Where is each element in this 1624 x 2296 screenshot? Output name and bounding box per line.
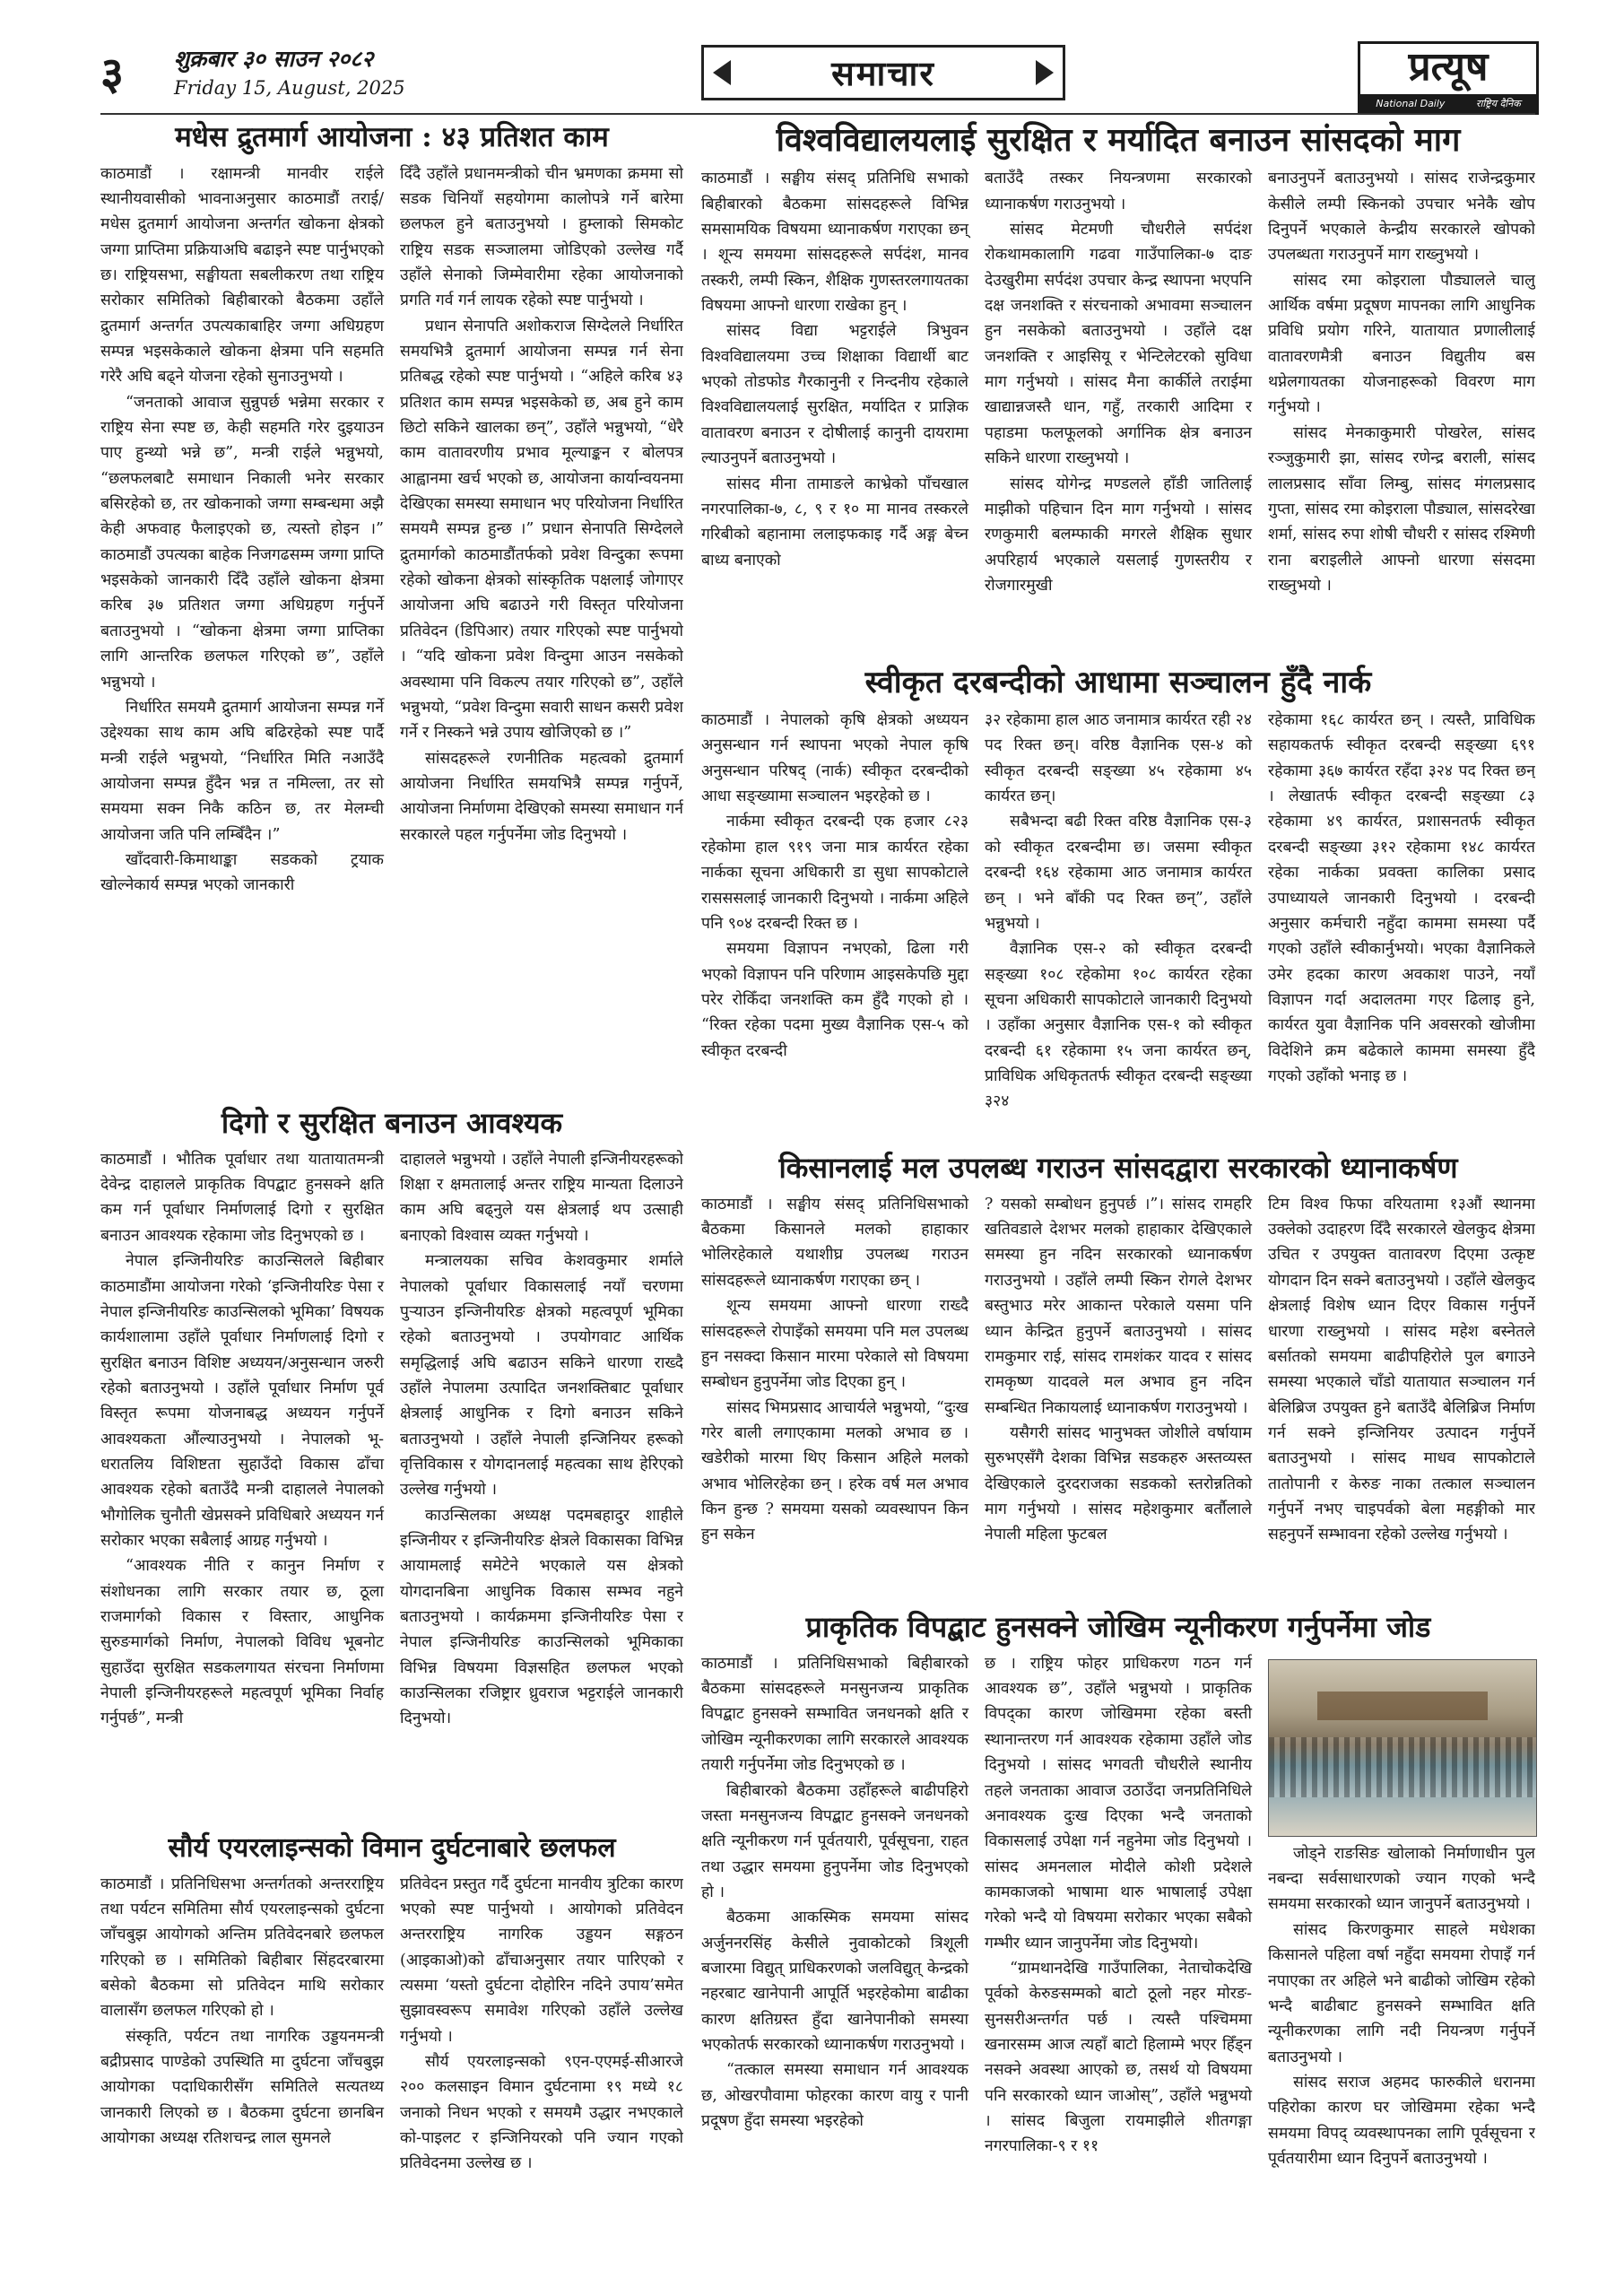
article-column (701, 1192, 968, 1548)
article-column (400, 161, 683, 848)
article-columns (100, 161, 683, 1137)
article-column (985, 166, 1252, 598)
paragraph: नेपाल इन्जिनीयरिङ काउन्सिलले बिहीबार काठमाडौंमा आयोजना गरेको ‘इन्जिनीयरिङ पेसा र नेपाल इन्जिनीयरिङ काउन्सिलको भूमिका’ विषयक कार्यशालामा उहाँले पूर्वाधार निर्माणलाई दिगो र सुरक्षित बनाउन विशिष्ट अध्ययन/अनुसन्धान जरुरी रहेको बताउनुभयो । उहाँले पूर्वाधार निर्माण पूर्व विस्तृत रूपमा योजनाबद्ध अध्ययन गर्नुपर्ने आवश्यकता औंल्याउनुभयो । नेपालको भू-धरातलिय विशिष्टता सुहाउँदो विकास ढाँचा आवश्यक रहेको बताउँदै मन्त्री दाहालले नेपालको भौगोलिक चुनौती खेप्नसक्ने प्रविधिबारे अध्ययन गर्न सरोकार भएका सबैलाई आग्रह गर्नुभयो । (100, 1252, 384, 1550)
headline: स्वीकृत दरबन्दीको आधामा सञ्चालन हुँदै नार्क (864, 665, 1372, 700)
paragraph: दाहालले भन्नुभयो । उहाँले नेपाली इन्जिनीयरहरूको शिक्षा र क्षमतालाई अन्तर राष्ट्रिय मान्यता दिलाउने काम अघि बढ्नुले यस क्षेत्रलाई थप उत्साही बनाएको विश्वास व्यक्त गर्नुभयो । (400, 1150, 683, 1245)
article-column (701, 166, 968, 573)
article-column (985, 708, 1252, 1115)
paragraph: सांसद सराज अहमद फारुकीले धरानमा पहिरोका कारण घर जोखिममा रहेका भन्दै समयमा विपद् व्यवस्थापनका लागि पूर्वसूचना र पूर्वतयारीमा ध्यान दिनुपर्ने बताउनुभयो । (1268, 2073, 1535, 2168)
article-column (100, 1147, 384, 1732)
date-block (174, 43, 405, 99)
article-column (701, 1651, 968, 2135)
paragraph: बनाउनुपर्ने बताउनुभयो । सांसद राजेन्द्रकुमार केसीले लम्पी स्किनको उपचार भनेकै खोप दिनुपर्ने भएकाले केन्द्रीय सरकारले खोपको उपलब्धता गराउनुपर्ने माग राख्नुभयो । (1268, 170, 1535, 265)
article-column (1268, 166, 1535, 598)
paragraph: शून्य समयमा आफ्नो धारणा राख्दै सांसदहरूले रोपाइँको समयमा पनि मल उपलब्ध हुन नसक्दा किसान मारमा परेकाले सो विषयमा सम्बोधन हुनुपर्नेमा जोड दिएका हुन् । (701, 1297, 968, 1392)
paragraph: सांसद मीना तामाङले काभ्रेको पाँचखाल नगरपालिका-७, ८, ९ र १० मा मानव तस्करले गरिबीको बहानामा ललाइफकाइ गर्दै अङ्ग बेच्न बाध्य बनाएको (701, 474, 968, 570)
section-label: समाचार (831, 53, 935, 93)
headline: मधेस द्रुतमार्ग आयोजना : ४३ प्रतिशत काम (175, 121, 609, 153)
paragraph: सांसद मेनकाकुमारी पोखरेल, सांसद रञ्जुकुमारी झा, सांसद रणेन्द्र बराली, सांसद लालप्रसाद साँवा लिम्बु, सांसद मंगलप्रसाद गुप्ता, सांसद रमा कोइराला पौड्याल, सांसदरेखा शर्मा, सांसद रुपा शोषी चौधरी र सांसद रश्मिणी राना बराइलीले आफ्नो धारणा संसदमा राख्नुभयो । (1268, 423, 1535, 595)
paragraph: प्रतिवेदन प्रस्तुत गर्दै दुर्घटना मानवीय त्रुटिका कारण भएको स्पष्ट पार्नुभयो । आयोगको प्रतिवेदन अन्तरराष्ट्रिय नागरिक उड्डयन सङ्गठन (आइकाओ)को ढाँचाअनुसार तयार पारिएको र त्यसमा ‘यस्तो दुर्घटना दोहोरिन नदिने उपाय’समेत सुझावस्वरूप समावेश गरिएको उहाँले उल्लेख गर्नुभयो । (400, 1874, 683, 2046)
date-nepali: शुक्रबार ३० साउन २०८२ (174, 46, 374, 72)
paragraph: नार्कमा स्वीकृत दरबन्दी एक हजार ८२३ रहेकोमा हाल ९१९ जना मात्र कार्यरत रहेका नार्कका सूचना अधिकारी डा सुधा सापकोटाले रासससलाई जानकारी दिनुभयो । नार्कमा अहिले पनि ९०४ दरबन्दी रिक्त छ । (701, 813, 968, 933)
section-label-box (701, 45, 1065, 100)
article-kisan (701, 1152, 1535, 1608)
date-english: Friday 15, August, 2025 (174, 77, 405, 99)
paragraph: वैज्ञानिक एस-२ को स्वीकृत दरबन्दी सङ्ख्या १०८ रहेकोमा १०८ कार्यरत रहेका सूचना अधिकारी सापकोटाले जानकारी दिनुभयो । उहाँका अनुसार वैज्ञानिक एस-१ को स्वीकृत दरबन्दी ६१ रहेकामा १५ जना कार्यरत छन्, प्राविधिक अधिकृततर्फ स्वीकृत दरबन्दी सङ्ख्या ३२४ (985, 940, 1252, 1111)
paragraph: बताउँदै तस्कर नियन्त्रणमा सरकारको ध्यानाकर्षण गराउनुभयो । (985, 170, 1252, 213)
paragraph: संस्कृति, पर्यटन तथा नागरिक उड्डयनमन्त्री बद्रीप्रसाद पाण्डेको उपस्थिति मा दुर्घटना जाँचबुझ आयोगका पदाधिकारीसँग समितिले सत्यतथ्य जानकारी लिएको छ । बैठकमा दुर्घटना छानबिन आयोगका अध्यक्ष रतिशचन्द्र लाल सुमनले (100, 2027, 384, 2147)
paragraph: सांसदहरूले रणनीतिक महत्वको द्रुतमार्ग आयोजना निर्धारित समयभित्रै सम्पन्न गर्नुपर्ने, आयोजना निर्माणमा देखिएको समस्या समाधान गर्न सरकारले पहल गर्नुपर्नेमा जोड दिनुभयो । (400, 749, 683, 844)
paragraph: दिँदै उहाँले प्रधानमन्त्रीको चीन भ्रमणका क्रममा सो सडक चिनियाँ सहयोगमा कालोपत्रे गर्ने बारेमा छलफल हुने बताउनुभयो । हुम्लाको सिमकोट राष्ट्रिय सडक सञ्जालमा जोडिएको उल्लेख गर्दै उहाँले सेनाको जिम्मेवारीमा रहेका आयोजनाको प्रगति गर्व गर्न लायक रहेको स्पष्ट पार्नुभयो । (400, 164, 683, 310)
article-columns (100, 1872, 683, 2275)
paragraph: काठमाडौं । प्रतिनिधिसभा अन्तर्गतको अन्तरराष्ट्रिय तथा पर्यटन समितिमा सौर्य एयरलाइन्सको दुर्घटना जाँचबुझ आयोगको अन्तिम प्रतिवेदनबारे छलफल गरिएको छ । समितिको बिहीबार सिंहदरबारमा बसेको बैठकमा सो प्रतिवेदन माथि सरोकार वालासँग छलफल गरिएको हो । (100, 1874, 384, 2021)
paragraph: मन्त्रालयका सचिव केशवकुमार शर्माले नेपालको पूर्वाधार विकासलाई नयाँ चरणमा पुऱ्याउन इन्जिनीयरिङ क्षेत्रको महत्वपूर्ण भूमिका रहेको बताउनुभयो । उपयोगवाट आर्थिक समृद्धिलाई अघि बढाउन सकिने धारणा राख्दै उहाँले नेपालमा उत्पादित जनशक्तिबाट पूर्वाधार क्षेत्रलाई आधुनिक र दिगो बनाउन सकिने बताउनुभयो । उहाँले नेपाली इन्जिनियर हरूको वृत्तिविकास र योगदानलाई महत्वका साथ हेरिएको उल्लेख गर्नुभयो । (400, 1252, 683, 1500)
paragraph: सांसद मेटमणी चौधरीले सर्पदंश रोकथामकालागि गढवा गाउँपालिका-७ दाङ देउखुरीमा सर्पदंश उपचार केन्द्र स्थापना भएपनि दक्ष जनशक्ति र संरचनाको अभावमा सञ्चालन हुन नसकेको बताउनुभयो । उहाँले दक्ष जनशक्ति र आइसियू र भेन्टिलेटरको सुविधा माग गर्नुभयो । सांसद मैना कार्कीले तराईमा खाद्यान्नजस्तै धान, गहुँ, तरकारी आदिमा र पहाडमा फलफूलको अर्गानिक क्षेत्र बनाउन सकिने धारणा राख्नुभयो । (985, 221, 1252, 468)
article-university (701, 122, 1535, 691)
paragraph: सांसद भिमप्रसाद आचार्यले भन्नुभयो, “दुःख गरेर बाली लगाएकामा मलको अभाव छ । खडेरीको मारमा थिए किसान अहिले मलको अभाव भोलिरहेका छन् । हरेक वर्ष मल अभाव किन हुन्छ ? समयमा यसको व्यवस्थापन किन हुन सकेन (701, 1398, 968, 1544)
paragraph: काठमाडौं । प्रतिनिधिसभाको बिहीबारको बैठकमा सांसदहरूले मनसुनजन्य प्राकृतिक विपद्बाट हुनसक्ने सम्भावित जनधनको क्षति र जोखिम न्यूनीकरणका लागि सरकारले आवश्यक तयारी गर्नुपर्नेमा जोड दिनुभएको छ । (701, 1654, 968, 1775)
article-column (400, 1872, 683, 2177)
paragraph: जोड्ने राङसिङ खोलाको निर्माणाधीन पुल नबन्दा सर्वसाधारणको ज्यान गएको भन्दै समयमा सरकारको ध्यान जानुपर्ने बताउनुभयो । (1268, 1844, 1535, 1914)
article-digo (100, 1107, 683, 1865)
paragraph: “तत्काल समस्या समाधान गर्न आवश्यक छ, ओखरपौवामा फोहरका कारण वायु र पानी प्रदूषण हुँदा समस्या भइरहेको (701, 2061, 968, 2130)
paragraph: प्रधान सेनापति अशोकराज सिग्देलले निर्धारित समयभित्रै द्रुतमार्ग आयोजना सम्पन्न गर्न सेना प्रतिबद्ध रहेको स्पष्ट पार्नुभयो । “अहिले करिब ४३ प्रतिशत काम सम्पन्न भइसकेको छ, अब हुने काम छिटो सकिने खालका छन्”, उहाँले भन्नुभयो, “धेरै काम वातावरणीय प्रभाव मूल्याङ्कन र बोलपत्र आह्वानमा खर्च भएको छ, आयोजना कार्यान्वयनमा देखिएका समस्या समाधान भए परियोजना निर्धारित समयमै सम्पन्न हुन्छ ।” प्रधान सेनापति सिग्देलले द्रुतमार्गको काठमाडौंतर्फको प्रवेश विन्दुका रूपमा रहेको खोकना क्षेत्रको सांस्कृतिक पक्षलाई जोगाएर आयोजना अघि बढाउने गरी विस्तृत परियोजना प्रतिवेदन (डिपिआर) तयार गरिएको स्पष्ट पार्नुभयो । “यदि खोकना प्रवेश विन्दुमा आउन नसकेको अवस्थामा पनि विकल्प तयार गरिएको छ”, उहाँले भन्नुभयो, “प्रवेश विन्दुमा सवारी साधन कसरी प्रवेश गर्ने र निस्कने भन्ने उपाय खोजिएको छ ।” (400, 317, 683, 743)
headline: सौर्य एयरलाइन्सको विमान दुर्घटनाबारे छलफल (168, 1832, 616, 1864)
newspaper-logo (1358, 41, 1539, 115)
article-columns (100, 1147, 683, 1865)
article-column (985, 1192, 1252, 1548)
paragraph: बैठकमा आकस्मिक समयमा सांसद अर्जुननरसिंह केसीले नुवाकोटको त्रिशूली बजारमा विद्युत् प्राधिकरणको जलविद्युत् केन्द्रको नहरबाट खानेपानी आपूर्ति भइरहेकोमा बाढीका कारण क्षतिग्रस्त हुँदा खानेपानीको समस्या भएकोतर्फ सरकारको ध्यानाकर्षण गराउनुभयो । (701, 1909, 968, 2054)
paragraph: काठमाडौं । भौतिक पूर्वाधार तथा यातायातमन्त्री देवेन्द्र दाहालले प्राकृतिक विपद्बाट हुनसक्ने क्षति कम गर्न पूर्वाधार निर्माणलाई दिगो र सुरक्षित बनाउन आवश्यक रहेकामा जोड दिनुभएको छ । (100, 1150, 384, 1245)
headline: दिगो र सुरक्षित बनाउन आवश्यक (221, 1106, 563, 1140)
paragraph: समयमा विज्ञापन नभएको, ढिला गरी भएको विज्ञापन पनि परिणाम आइसकेपछि मुद्दा परेर रोकिँदा जनशक्ति कम हुँदै गएको हो । “रिक्त रहेका पदमा मुख्य वैज्ञानिक एस-५ को स्वीकृत दरबन्दी (701, 940, 968, 1060)
paragraph: सांसद विद्या भट्टराईले त्रिभुवन विश्वविद्यालयमा उच्च शिक्षाका विद्यार्थी बाट भएको तोडफोड गैरकानुनी र निन्दनीय रहेकाले विश्वविद्यालयलाई सुरक्षित, मर्यादित र प्राज्ञिक वातावरण बनाउन र दोषीलाई कानुनी दायरामा ल्याउनुपर्ने बताउनुभयो । (701, 322, 968, 468)
article-saurya (100, 1833, 683, 2275)
left-triangle-icon (713, 60, 731, 85)
article-column (400, 1147, 683, 1732)
article-column (701, 708, 968, 1064)
logo-masthead: प्रत्यूष (1408, 44, 1489, 90)
article-column (100, 161, 384, 899)
paragraph: सांसद योगेन्द्र मण्डलले हाँडी जातिलाई माझीको पहिचान दिन माग गर्नुभयो । सांसद रणकुमारी बलम्फाकी मगरले शैक्षिक सुधार अपरिहार्य भएकाले यसलाई गुणस्तरीय र रोजगारमुखी (985, 474, 1252, 595)
paragraph: सांसद रमा कोइराला पौड्यालले चालु आर्थिक वर्षमा प्रदूषण मापनका लागि आधुनिक प्रविधि प्रयोग गरिने, यातायात प्रणालीलाई वातावरणमैत्री बनाउन विद्युतीय बस थप्नेलगायतका योजनाहरूको विवरण माग गर्नुभयो । (1268, 271, 1535, 417)
paragraph: ? यसको सम्बोधन हुनुपर्छ ।”। सांसद रामहरि खतिवडाले देशभर मलको हाहाकार देखिएकाले समस्या हुन नदिन सरकारको ध्यानाकर्षण गराउनुभयो । उहाँले लम्पी स्किन रोगले देशभर बस्तुभाउ मरेर आकान्त परेकाले यसमा पनि ध्यान केन्द्रित हुनुपर्ने बताउनुभयो । सांसद रामकुमार राई, सांसद रामशंकर यादव र सांसद रामकृष्ण यादवले मल अभाव हुन नदिन सम्बन्धित निकायलाई ध्यानाकर्षण गराउनुभयो । (985, 1195, 1252, 1417)
logo-subtitle-en: National Daily (1376, 97, 1446, 109)
logo-subtitle-np: राष्ट्रिय दैनिक (1475, 97, 1521, 109)
paragraph: ३२ रहेकामा हाल आठ जनामात्र कार्यरत रही २४ पद रिक्त छन्। वरिष्ठ वैज्ञानिक एस-४ को स्वीकृत दरबन्दी सङ्ख्या ४५ रहेकामा ४५ कार्यरत छन्। (985, 711, 1252, 806)
article-column (985, 1651, 1252, 2160)
paragraph: सबैभन्दा बढी रिक्त वरिष्ठ वैज्ञानिक एस-३ को स्वीकृत दरबन्दीमा छ। जसमा स्वीकृत दरबन्दी १६४ रहेकामा आठ जनामात्र कार्यरत छन् । भने बाँकी पद रिक्त छन्”, उहाँले भन्नुभयो । (985, 813, 1252, 933)
paragraph: काठमाडौं । सङ्घीय संसद् प्रतिनिधिसभाको बैठकमा किसानले मलको हाहाकार भोलिरहेकाले यथाशीघ्र उपलब्ध गराउन सांसदहरूले ध्यानाकर्षण गराएका छन् । (701, 1195, 968, 1290)
page-number: ३ (100, 47, 124, 100)
paragraph: रहेकामा १६८ कार्यरत छन् । त्यस्तै, प्राविधिक सहायकतर्फ स्वीकृत दरबन्दी सङ्ख्या ६९१ रहेकामा ३६७ कार्यरत रहँदा ३२४ पद रिक्त छन् । लेखातर्फ स्वीकृत दरबन्दी सङ्ख्या ८३ रहेकामा ४९ कार्यरत, प्रशासनतर्फ स्वीकृत दरबन्दी सङ्ख्या ३१२ रहेकामा १४८ कार्यरत रहेका नार्कका प्रवक्ता कालिका प्रसाद उपाध्यायले जानकारी दिनुभयो । दरबन्दी अनुसार कर्मचारी नहुँदा काममा समस्या पर्दै गएको उहाँले स्वीकार्नुभयो। भएका वैज्ञानिकले उमेर हदका कारण अवकाश पाउने, नयाँ विज्ञापन गर्दा अदालतमा गएर ढिलाइ हुने, कार्यरत युवा वैज्ञानिक पनि अवसरको खोजीमा विदेशिने क्रम बढेकाले काममा समस्या हुँदै गएको उहाँको भनाइ छ । (1268, 711, 1535, 1085)
paragraph: टिम विश्व फिफा वरियतामा १३औं स्थानमा उक्लेको उदाहरण दिँदै सरकारले खेलकुद क्षेत्रमा उचित र उपयुक्त वातावरण दिएमा उत्कृष्ट योगदान दिन सक्ने बताउनुभयो । उहाँले खेलकुद क्षेत्रलाई विशेष ध्यान दिएर विकास गर्नुपर्ने धारणा राख्नुभयो । सांसद महेश बस्नेतले बर्सातको समयमा बाढीपहिरोले पुल बगाउने समस्या भएकाले चाँडो यातायात सञ्चालन गर्न बेलिब्रिज उपयुक्त हुने बताउँदै बेलिब्रिज निर्माण गर्न सक्ने इन्जिनियर उत्पादन गर्नुपर्ने बताउनुभयो । सांसद माधव सापकोटाले तातोपानी र केरुङ नाका तत्काल सञ्चालन गर्नुपर्ने नभए चाइपर्वको बेला महङ्गीको मार सहनुपर्ने सम्भावना रहेको उल्लेख गर्नुभयो । (1268, 1195, 1535, 1544)
header-rule (100, 113, 1535, 115)
paragraph: छ । राष्ट्रिय फोहर प्राधिकरण गठन गर्न आवश्यक छ”, उहाँले भन्नुभयो । प्राकृतिक विपद्का कारण जोखिममा रहेका बस्ती स्थानान्तरण गर्न आवश्यक रहेकामा उहाँले जोड दिनुभयो । सांसद भगवती चौधरीले स्थानीय तहले जनताका आवाज उठाउँदा जनप्रतिनिधिले अनावश्यक दुःख दिएका भन्दै जनताको विकासलाई उपेक्षा गर्न नहुनेमा जोड दिनुभयो । सांसद अमनलाल मोदीले कोशी प्रदेशले कामकाजको भाषामा थारु भाषालाई उपेक्षा गरेको भन्दै यो विषयमा सरोकार भएका सबैको गम्भीर ध्यान जानुपर्नेमा जोड दिनुभयो। (985, 1654, 1252, 1952)
article-madhesh (100, 122, 683, 1137)
paragraph: सौर्य एयरलाइन्सको ९एन-एएमई-सीआरजे २०० कलसाइन विमान दुर्घटनामा १९ मध्ये १८ जनाको निधन भएको र समयमै उद्धार नभएकाले को-पाइलट र इन्जिनियरको पनि ज्यान गएको प्रतिवेदनमा उल्लेख छ । (400, 2052, 683, 2173)
paragraph: निर्धारित समयमै द्रुतमार्ग आयोजना सम्पन्न गर्ने उद्देश्यका साथ काम अघि बढिरहेको स्पष्ट पार्दै मन्त्री राईले भन्नुभयो, “निर्धारित मिति नआउँदै आयोजना सम्पन्न हुँदैन भन्न त नमिल्ला, तर सो समयमा सक्न निकै कठिन छ, तर मेलम्ची आयोजना जति पनि लम्बिँदैन ।” (100, 698, 384, 844)
right-triangle-icon (1036, 60, 1054, 85)
article-columns (701, 708, 1535, 1136)
photo-seat-rows (1269, 1737, 1536, 1797)
paragraph: काठमाडौं । रक्षामन्त्री मानवीर राईले स्थानीयवासीको भावनाअनुसार काठमाडौं तराई/मधेस द्रुतमार्ग आयोजना अन्तर्गत खोकना क्षेत्रको जग्गा प्राप्तिमा प्रक्रियाअघि बढाइने स्पष्ट पार्नुभएको छ। राष्ट्रियसभा, सङ्घीयता सबलीकरण तथा राष्ट्रिय सरोकार समितिको बिहीबारको बैठकमा उहाँले द्रुतमार्ग अन्तर्गत उपत्यकाबाहिर जग्गा अधिग्रहण सम्पन्न भइसकेकाले खोकना क्षेत्रमा पनि सहमति गरेरै अघि बढ्ने योजना रहेको सुनाउनुभयो । (100, 164, 384, 387)
headline: प्राकृतिक विपद्बाट हुनसक्ने जोखिम न्यूनीकरण गर्नुपर्नेमा जोड (805, 1610, 1431, 1644)
paragraph: “ग्रामथानदेखि गाउँपालिका, नेताचोकदेखि पूर्वको केरुङसम्मको बाटो ठूलो नहर मोरङ-सुनसरीअन्तर्गत पर्छ । त्यस्तै पश्चिममा खनारसम्म आज त्यहाँ बाटो हिलाम्मे भएर हिँड्न नसक्ने अवस्था आएको छ, तसर्थ यो विषयमा पनि सरकारको ध्यान जाओस्”, उहाँले भन्नुभयो । सांसद बिजुला रायमाझीले शीतगङ्गा नगरपालिका-९ र ११ (985, 1959, 1252, 2156)
page-header (100, 36, 1535, 109)
photo-dais (1317, 1692, 1489, 1719)
paragraph: काउन्सिलका अध्यक्ष पदमबहादुर शाहीले इन्जिनीयर र इन्जिनीयरिङ क्षेत्रले विकासका विभिन्न आयामलाई समेटेने भएकाले यस क्षेत्रको योगदानबिना आधुनिक विकास सम्भव नहुने बताउनुभयो । कार्यक्रममा इन्जिनीयरिङ पेसा र नेपाल इन्जिनीयरिङ काउन्सिलको भूमिकाका विभिन्न विषयमा विज्ञसहित छलफल भएको काउन्सिलका रजिष्ट्रार ध्रुवराज भट्टराईले जानकारी दिनुभयो। (400, 1506, 683, 1728)
paragraph: सांसद किरणकुमार साहले मधेशका किसानले पहिला वर्षा नहुँदा समयमा रोपाइँ गर्न नपाएका तर अहिले भने बाढीको जोखिम रहेको भन्दै बाढीबाट हुनसक्ने सम्भावित क्षति न्यूनीकरणका लागि नदी नियन्त्रण गर्नुपर्ने बताउनुभयो । (1268, 1920, 1535, 2066)
article-columns (701, 1192, 1535, 1608)
paragraph: काठमाडौं । नेपालको कृषि क्षेत्रको अध्ययन अनुसन्धान गर्न स्थापना भएको नेपाल कृषि अनुसन्धान परिषद् (नार्क) स्वीकृत दरबन्दीको आधा सङ्ख्यामा सञ्चालन भइरहेको छ । (701, 711, 968, 806)
paragraph: “आवश्यक नीति र कानुन निर्माण र संशोधनका लागि सरकार तयार छ, ठूला राजमार्गको विकास र विस्तार, आधुनिक सुरुङमार्गको निर्माण, नेपालको विविध भूबनोट सुहाउँदा सुरक्षित सडकलगायत संरचना निर्माणमा नेपाली इन्जिनीयरहरूले महत्वपूर्ण भूमिका निर्वाह गर्नुपर्छ”, मन्त्री (100, 1557, 384, 1728)
headline: विश्वविद्यालयलाई सुरक्षित र मर्यादित बनाउन सांसदको माग (776, 121, 1461, 159)
article-nark (701, 665, 1535, 1136)
paragraph: काठमाडौं । सङ्घीय संसद् प्रतिनिधि सभाको बिहीबारको बैठकमा सांसदहरूले विभिन्न समसामयिक विषयमा ध्यानाकर्षण गराएका छन् । शून्य समयमा सांसदहरूले सर्पदंश, मानव तस्करी, लम्पी स्किन, शैक्षिक गुणस्तरलगायतका विषयमा आफ्नो धारणा राखेका हुन् । (701, 170, 968, 316)
paragraph: खाँदवारी-किमाथाङ्का सडकको ट्रयाक खोल्नेकार्य सम्पन्न भएको जानकारी (100, 850, 384, 895)
article-column (1268, 1192, 1535, 1548)
article-columns (701, 166, 1535, 691)
headline: किसानलाई मल उपलब्ध गराउन सांसदद्वारा सरकारको ध्यानाकर्षण (778, 1151, 1458, 1185)
paragraph: बिहीबारको बैठकमा उहाँहरूले बाढीपहिरो जस्ता मनसुनजन्य विपद्बाट हुनसक्ने जनधनको क्षति न्यूनीकरण गर्न पूर्वतयारी, पूर्वसूचना, राहत तथा उद्धार समयमा हुनुपर्नेमा जोड दिनुभएको हो । (701, 1781, 968, 1901)
article-column (1268, 708, 1535, 1089)
parliament-photo (1268, 1659, 1537, 1837)
paragraph: “जनताको आवाज सुन्नुपर्छ भन्नेमा सरकार र राष्ट्रिय सेना स्पष्ट छ, केही सहमति गरेर दुइयाउन पाए हुन्थ्यो भन्ने छ”, मन्त्री राईले भन्नुभयो, “छलफलबाटै समाधान निकाली भनेर सरकार बसिरहेको छ, तर खोकनाको जग्गा सम्बन्धमा अझै केही अफवाह फैलाइएको छ, त्यस्तो होइन ।” काठमाडौं उपत्यका बाहेक निजगढसम्म जग्गा प्राप्ति भइसकेको जानकारी दिँदै उहाँले खोकना क्षेत्रमा करिब ३७ प्रतिशत जग्गा अधिग्रहण गर्नुपर्ने बताउनुभयो । “खोकना क्षेत्रमा जग्गा प्राप्तिका लागि आन्तरिक छलफल गरिएको छ”, उहाँले भन्नुभयो । (100, 393, 384, 691)
paragraph: यसैगरी सांसद भानुभक्त जोशीले वर्षायाम सुरुभएसँगै देशका विभिन्न सडकहरु अस्तव्यस्त देखिएकाले दुरदराजका सडकको स्तरोन्नतिको माग गर्नुभयो । सांसद महेशकुमार बर्तौलाले नेपाली महिला फुटबल (985, 1423, 1252, 1544)
article-column (100, 1872, 384, 2152)
logo-subtitle (1360, 94, 1536, 112)
